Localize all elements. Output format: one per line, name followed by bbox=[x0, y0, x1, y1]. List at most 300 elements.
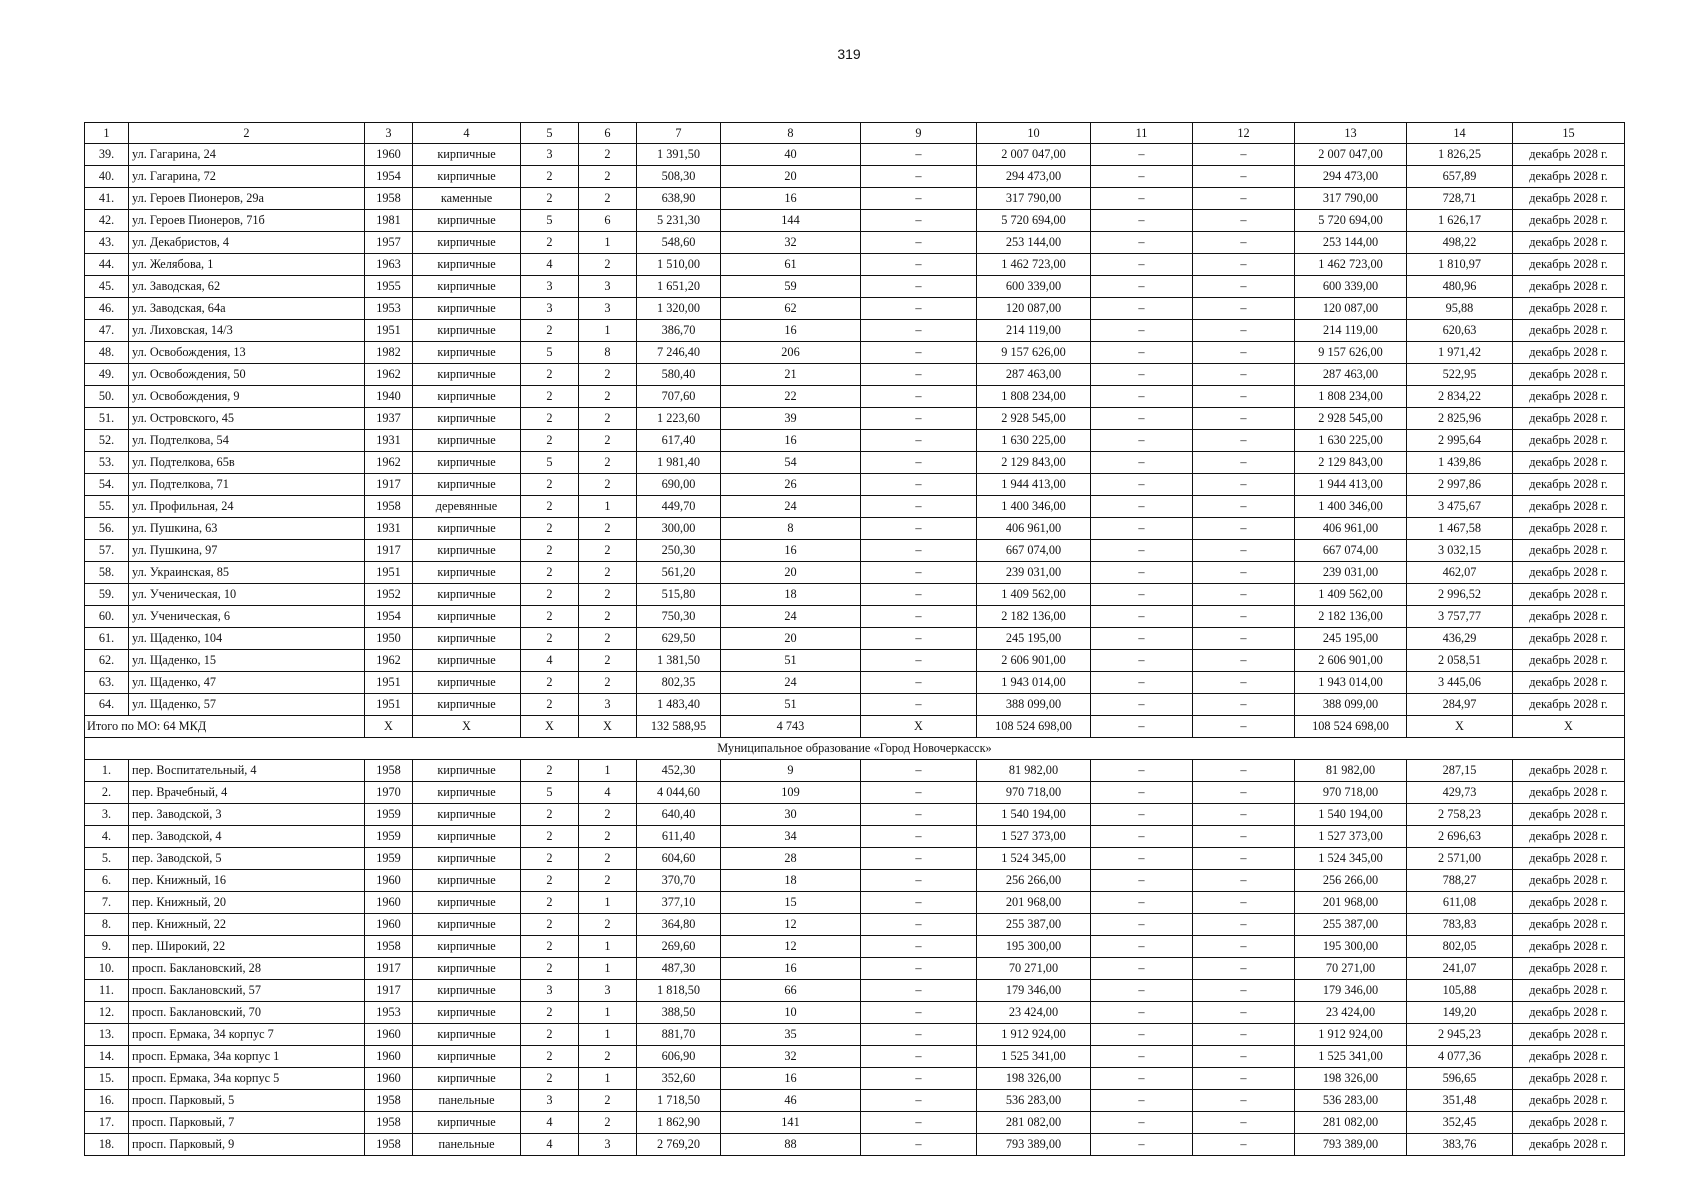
cell-col-7: 2 769,20 bbox=[637, 1134, 721, 1156]
cell-col-9: – bbox=[861, 804, 977, 826]
column-number: 8 bbox=[721, 123, 861, 144]
cell-col-3: 1960 bbox=[365, 1068, 413, 1090]
cell-col-1: 52. bbox=[85, 430, 129, 452]
cell-col-5: 2 bbox=[521, 320, 579, 342]
cell-col-15: декабрь 2028 г. bbox=[1513, 650, 1625, 672]
cell-col-10: 406 961,00 bbox=[977, 518, 1091, 540]
total-cell: 108 524 698,00 bbox=[977, 716, 1091, 738]
cell-col-8: 61 bbox=[721, 254, 861, 276]
table-row bbox=[85, 1024, 1625, 1046]
cell-col-1: 49. bbox=[85, 364, 129, 386]
table-row bbox=[85, 188, 1625, 210]
cell-col-5: 2 bbox=[521, 1024, 579, 1046]
cell-col-9: – bbox=[861, 892, 977, 914]
cell-col-13: 1 527 373,00 bbox=[1295, 826, 1407, 848]
cell-col-3: 1963 bbox=[365, 254, 413, 276]
cell-col-11: – bbox=[1091, 562, 1193, 584]
cell-col-12: – bbox=[1193, 782, 1295, 804]
cell-col-1: 63. bbox=[85, 672, 129, 694]
cell-col-15: декабрь 2028 г. bbox=[1513, 562, 1625, 584]
cell-col-13: 2 182 136,00 bbox=[1295, 606, 1407, 628]
cell-col-5: 3 bbox=[521, 298, 579, 320]
cell-col-9: – bbox=[861, 606, 977, 628]
column-number: 12 bbox=[1193, 123, 1295, 144]
cell-col-15: декабрь 2028 г. bbox=[1513, 936, 1625, 958]
cell-col-4: кирпичные bbox=[413, 760, 521, 782]
cell-col-4: кирпичные bbox=[413, 276, 521, 298]
cell-col-5: 2 bbox=[521, 760, 579, 782]
column-number: 3 bbox=[365, 123, 413, 144]
cell-col-14: 2 696,63 bbox=[1407, 826, 1513, 848]
cell-col-13: 214 119,00 bbox=[1295, 320, 1407, 342]
cell-col-10: 201 968,00 bbox=[977, 892, 1091, 914]
cell-col-2: просп. Парковый, 9 bbox=[129, 1134, 365, 1156]
total-cell: X bbox=[521, 716, 579, 738]
cell-col-11: – bbox=[1091, 144, 1193, 166]
cell-col-3: 1931 bbox=[365, 518, 413, 540]
cell-col-9: – bbox=[861, 430, 977, 452]
cell-col-3: 1959 bbox=[365, 848, 413, 870]
cell-col-7: 452,30 bbox=[637, 760, 721, 782]
cell-col-2: пер. Заводской, 4 bbox=[129, 826, 365, 848]
cell-col-1: 64. bbox=[85, 694, 129, 716]
total-cell: 108 524 698,00 bbox=[1295, 716, 1407, 738]
cell-col-15: декабрь 2028 г. bbox=[1513, 254, 1625, 276]
cell-col-7: 388,50 bbox=[637, 1002, 721, 1024]
cell-col-9: – bbox=[861, 650, 977, 672]
cell-col-5: 5 bbox=[521, 782, 579, 804]
cell-col-13: 1 808 234,00 bbox=[1295, 386, 1407, 408]
cell-col-6: 1 bbox=[579, 1068, 637, 1090]
cell-col-10: 1 808 234,00 bbox=[977, 386, 1091, 408]
table-row bbox=[85, 848, 1625, 870]
cell-col-12: – bbox=[1193, 694, 1295, 716]
cell-col-8: 54 bbox=[721, 452, 861, 474]
cell-col-14: 241,07 bbox=[1407, 958, 1513, 980]
cell-col-6: 2 bbox=[579, 1090, 637, 1112]
cell-col-1: 8. bbox=[85, 914, 129, 936]
cell-col-8: 24 bbox=[721, 606, 861, 628]
cell-col-12: – bbox=[1193, 914, 1295, 936]
cell-col-7: 580,40 bbox=[637, 364, 721, 386]
cell-col-12: – bbox=[1193, 210, 1295, 232]
cell-col-9: – bbox=[861, 782, 977, 804]
cell-col-13: 287 463,00 bbox=[1295, 364, 1407, 386]
cell-col-1: 9. bbox=[85, 936, 129, 958]
cell-col-5: 2 bbox=[521, 1068, 579, 1090]
cell-col-15: декабрь 2028 г. bbox=[1513, 782, 1625, 804]
cell-col-1: 18. bbox=[85, 1134, 129, 1156]
cell-col-9: – bbox=[861, 628, 977, 650]
cell-col-11: – bbox=[1091, 584, 1193, 606]
cell-col-13: 201 968,00 bbox=[1295, 892, 1407, 914]
cell-col-14: 352,45 bbox=[1407, 1112, 1513, 1134]
cell-col-1: 43. bbox=[85, 232, 129, 254]
cell-col-11: – bbox=[1091, 298, 1193, 320]
cell-col-1: 42. bbox=[85, 210, 129, 232]
cell-col-6: 1 bbox=[579, 892, 637, 914]
cell-col-10: 1 525 341,00 bbox=[977, 1046, 1091, 1068]
cell-col-15: декабрь 2028 г. bbox=[1513, 892, 1625, 914]
cell-col-8: 39 bbox=[721, 408, 861, 430]
cell-col-9: – bbox=[861, 320, 977, 342]
cell-col-7: 269,60 bbox=[637, 936, 721, 958]
cell-col-4: каменные bbox=[413, 188, 521, 210]
cell-col-9: – bbox=[861, 1068, 977, 1090]
cell-col-14: 1 439,86 bbox=[1407, 452, 1513, 474]
cell-col-13: 1 409 562,00 bbox=[1295, 584, 1407, 606]
cell-col-11: – bbox=[1091, 276, 1193, 298]
cell-col-11: – bbox=[1091, 452, 1193, 474]
cell-col-4: кирпичные bbox=[413, 826, 521, 848]
cell-col-4: кирпичные bbox=[413, 628, 521, 650]
cell-col-10: 2 928 545,00 bbox=[977, 408, 1091, 430]
cell-col-9: – bbox=[861, 1024, 977, 1046]
cell-col-8: 8 bbox=[721, 518, 861, 540]
cell-col-4: кирпичные bbox=[413, 980, 521, 1002]
cell-col-10: 245 195,00 bbox=[977, 628, 1091, 650]
cell-col-7: 1 483,40 bbox=[637, 694, 721, 716]
cell-col-6: 3 bbox=[579, 276, 637, 298]
cell-col-4: кирпичные bbox=[413, 562, 521, 584]
table-row bbox=[85, 320, 1625, 342]
cell-col-6: 2 bbox=[579, 870, 637, 892]
cell-col-15: декабрь 2028 г. bbox=[1513, 298, 1625, 320]
cell-col-6: 2 bbox=[579, 562, 637, 584]
cell-col-2: ул. Профильная, 24 bbox=[129, 496, 365, 518]
cell-col-15: декабрь 2028 г. bbox=[1513, 474, 1625, 496]
cell-col-4: кирпичные bbox=[413, 210, 521, 232]
cell-col-11: – bbox=[1091, 408, 1193, 430]
cell-col-3: 1951 bbox=[365, 562, 413, 584]
cell-col-5: 2 bbox=[521, 188, 579, 210]
cell-col-2: ул. Гагарина, 24 bbox=[129, 144, 365, 166]
cell-col-5: 2 bbox=[521, 474, 579, 496]
column-number-row bbox=[85, 123, 1625, 144]
cell-col-3: 1959 bbox=[365, 804, 413, 826]
total-cell: 4 743 bbox=[721, 716, 861, 738]
cell-col-14: 2 945,23 bbox=[1407, 1024, 1513, 1046]
cell-col-3: 1951 bbox=[365, 320, 413, 342]
cell-col-9: – bbox=[861, 562, 977, 584]
cell-col-2: ул. Островского, 45 bbox=[129, 408, 365, 430]
cell-col-6: 1 bbox=[579, 1002, 637, 1024]
cell-col-15: декабрь 2028 г. bbox=[1513, 452, 1625, 474]
cell-col-4: кирпичные bbox=[413, 848, 521, 870]
cell-col-6: 2 bbox=[579, 848, 637, 870]
cell-col-9: – bbox=[861, 1112, 977, 1134]
cell-col-6: 2 bbox=[579, 518, 637, 540]
cell-col-12: – bbox=[1193, 298, 1295, 320]
cell-col-1: 58. bbox=[85, 562, 129, 584]
cell-col-4: кирпичные bbox=[413, 518, 521, 540]
cell-col-2: ул. Пушкина, 63 bbox=[129, 518, 365, 540]
cell-col-6: 2 bbox=[579, 364, 637, 386]
cell-col-7: 750,30 bbox=[637, 606, 721, 628]
cell-col-1: 15. bbox=[85, 1068, 129, 1090]
cell-col-14: 2 997,86 bbox=[1407, 474, 1513, 496]
cell-col-5: 2 bbox=[521, 628, 579, 650]
cell-col-6: 2 bbox=[579, 1046, 637, 1068]
total-label: Итого по МО: 64 МКД bbox=[85, 716, 365, 738]
cell-col-13: 120 087,00 bbox=[1295, 298, 1407, 320]
cell-col-4: кирпичные bbox=[413, 474, 521, 496]
cell-col-9: – bbox=[861, 276, 977, 298]
table-row bbox=[85, 232, 1625, 254]
column-number: 5 bbox=[521, 123, 579, 144]
cell-col-3: 1958 bbox=[365, 936, 413, 958]
cell-col-7: 386,70 bbox=[637, 320, 721, 342]
cell-col-13: 195 300,00 bbox=[1295, 936, 1407, 958]
cell-col-11: – bbox=[1091, 364, 1193, 386]
cell-col-13: 536 283,00 bbox=[1295, 1090, 1407, 1112]
cell-col-14: 2 571,00 bbox=[1407, 848, 1513, 870]
cell-col-5: 2 bbox=[521, 540, 579, 562]
table-row bbox=[85, 672, 1625, 694]
cell-col-15: декабрь 2028 г. bbox=[1513, 848, 1625, 870]
table-row bbox=[85, 452, 1625, 474]
cell-col-9: – bbox=[861, 364, 977, 386]
cell-col-8: 22 bbox=[721, 386, 861, 408]
cell-col-14: 436,29 bbox=[1407, 628, 1513, 650]
cell-col-10: 1 912 924,00 bbox=[977, 1024, 1091, 1046]
cell-col-3: 1959 bbox=[365, 826, 413, 848]
table-row bbox=[85, 276, 1625, 298]
cell-col-4: кирпичные bbox=[413, 694, 521, 716]
table-row bbox=[85, 474, 1625, 496]
cell-col-15: декабрь 2028 г. bbox=[1513, 628, 1625, 650]
cell-col-14: 462,07 bbox=[1407, 562, 1513, 584]
cell-col-2: ул. Украинская, 85 bbox=[129, 562, 365, 584]
cell-col-5: 2 bbox=[521, 892, 579, 914]
cell-col-13: 5 720 694,00 bbox=[1295, 210, 1407, 232]
cell-col-5: 2 bbox=[521, 166, 579, 188]
cell-col-12: – bbox=[1193, 1090, 1295, 1112]
cell-col-10: 1 630 225,00 bbox=[977, 430, 1091, 452]
cell-col-10: 281 082,00 bbox=[977, 1112, 1091, 1134]
cell-col-13: 1 912 924,00 bbox=[1295, 1024, 1407, 1046]
cell-col-1: 62. bbox=[85, 650, 129, 672]
table-row bbox=[85, 606, 1625, 628]
table-row bbox=[85, 628, 1625, 650]
cell-col-13: 256 266,00 bbox=[1295, 870, 1407, 892]
cell-col-2: ул. Подтелкова, 71 bbox=[129, 474, 365, 496]
column-number: 6 bbox=[579, 123, 637, 144]
cell-col-14: 611,08 bbox=[1407, 892, 1513, 914]
cell-col-15: декабрь 2028 г. bbox=[1513, 320, 1625, 342]
cell-col-7: 364,80 bbox=[637, 914, 721, 936]
cell-col-1: 14. bbox=[85, 1046, 129, 1068]
cell-col-11: – bbox=[1091, 320, 1193, 342]
cell-col-6: 2 bbox=[579, 430, 637, 452]
cell-col-5: 2 bbox=[521, 914, 579, 936]
cell-col-1: 60. bbox=[85, 606, 129, 628]
cell-col-4: кирпичные bbox=[413, 166, 521, 188]
cell-col-13: 2 928 545,00 bbox=[1295, 408, 1407, 430]
cell-col-10: 600 339,00 bbox=[977, 276, 1091, 298]
cell-col-14: 2 825,96 bbox=[1407, 408, 1513, 430]
cell-col-12: – bbox=[1193, 804, 1295, 826]
cell-col-11: – bbox=[1091, 342, 1193, 364]
cell-col-15: декабрь 2028 г. bbox=[1513, 496, 1625, 518]
cell-col-8: 59 bbox=[721, 276, 861, 298]
cell-col-7: 640,40 bbox=[637, 804, 721, 826]
cell-col-9: – bbox=[861, 760, 977, 782]
cell-col-8: 12 bbox=[721, 936, 861, 958]
cell-col-4: кирпичные bbox=[413, 364, 521, 386]
cell-col-5: 2 bbox=[521, 408, 579, 430]
cell-col-5: 2 bbox=[521, 936, 579, 958]
cell-col-15: декабрь 2028 г. bbox=[1513, 518, 1625, 540]
cell-col-1: 7. bbox=[85, 892, 129, 914]
cell-col-10: 2 007 047,00 bbox=[977, 144, 1091, 166]
cell-col-13: 253 144,00 bbox=[1295, 232, 1407, 254]
cell-col-9: – bbox=[861, 496, 977, 518]
cell-col-15: декабрь 2028 г. bbox=[1513, 584, 1625, 606]
cell-col-12: – bbox=[1193, 430, 1295, 452]
table-row bbox=[85, 782, 1625, 804]
cell-col-2: просп. Ермака, 34а корпус 1 bbox=[129, 1046, 365, 1068]
cell-col-12: – bbox=[1193, 276, 1295, 298]
cell-col-8: 16 bbox=[721, 1068, 861, 1090]
cell-col-7: 707,60 bbox=[637, 386, 721, 408]
cell-col-14: 498,22 bbox=[1407, 232, 1513, 254]
cell-col-9: – bbox=[861, 914, 977, 936]
table-row bbox=[85, 342, 1625, 364]
cell-col-6: 2 bbox=[579, 672, 637, 694]
cell-col-9: – bbox=[861, 540, 977, 562]
cell-col-15: декабрь 2028 г. bbox=[1513, 672, 1625, 694]
table-row bbox=[85, 408, 1625, 430]
cell-col-2: просп. Баклановский, 57 bbox=[129, 980, 365, 1002]
cell-col-11: – bbox=[1091, 826, 1193, 848]
cell-col-6: 2 bbox=[579, 452, 637, 474]
cell-col-9: – bbox=[861, 848, 977, 870]
cell-col-15: декабрь 2028 г. bbox=[1513, 914, 1625, 936]
cell-col-7: 515,80 bbox=[637, 584, 721, 606]
cell-col-13: 1 400 346,00 bbox=[1295, 496, 1407, 518]
cell-col-14: 3 475,67 bbox=[1407, 496, 1513, 518]
cell-col-6: 3 bbox=[579, 298, 637, 320]
cell-col-4: кирпичные bbox=[413, 1024, 521, 1046]
cell-col-10: 179 346,00 bbox=[977, 980, 1091, 1002]
cell-col-11: – bbox=[1091, 672, 1193, 694]
cell-col-13: 317 790,00 bbox=[1295, 188, 1407, 210]
cell-col-11: – bbox=[1091, 1112, 1193, 1134]
cell-col-4: кирпичные bbox=[413, 386, 521, 408]
cell-col-14: 287,15 bbox=[1407, 760, 1513, 782]
cell-col-11: – bbox=[1091, 606, 1193, 628]
cell-col-6: 1 bbox=[579, 958, 637, 980]
cell-col-8: 21 bbox=[721, 364, 861, 386]
cell-col-9: – bbox=[861, 826, 977, 848]
cell-col-15: декабрь 2028 г. bbox=[1513, 804, 1625, 826]
cell-col-5: 2 bbox=[521, 430, 579, 452]
cell-col-11: – bbox=[1091, 980, 1193, 1002]
cell-col-13: 2 129 843,00 bbox=[1295, 452, 1407, 474]
cell-col-8: 66 bbox=[721, 980, 861, 1002]
cell-col-13: 2 007 047,00 bbox=[1295, 144, 1407, 166]
cell-col-4: кирпичные bbox=[413, 584, 521, 606]
table-row bbox=[85, 804, 1625, 826]
cell-col-8: 20 bbox=[721, 562, 861, 584]
cell-col-1: 17. bbox=[85, 1112, 129, 1134]
cell-col-7: 606,90 bbox=[637, 1046, 721, 1068]
cell-col-7: 1 862,90 bbox=[637, 1112, 721, 1134]
cell-col-8: 28 bbox=[721, 848, 861, 870]
table-row bbox=[85, 892, 1625, 914]
cell-col-12: – bbox=[1193, 848, 1295, 870]
table-row bbox=[85, 826, 1625, 848]
cell-col-3: 1962 bbox=[365, 650, 413, 672]
housing-repair-table bbox=[84, 122, 1625, 1156]
cell-col-3: 1957 bbox=[365, 232, 413, 254]
cell-col-15: декабрь 2028 г. bbox=[1513, 1046, 1625, 1068]
cell-col-4: кирпичные bbox=[413, 936, 521, 958]
cell-col-3: 1917 bbox=[365, 540, 413, 562]
cell-col-7: 1 981,40 bbox=[637, 452, 721, 474]
cell-col-1: 41. bbox=[85, 188, 129, 210]
cell-col-6: 2 bbox=[579, 914, 637, 936]
cell-col-11: – bbox=[1091, 848, 1193, 870]
cell-col-11: – bbox=[1091, 1068, 1193, 1090]
cell-col-10: 1 409 562,00 bbox=[977, 584, 1091, 606]
cell-col-12: – bbox=[1193, 606, 1295, 628]
cell-col-4: кирпичные bbox=[413, 540, 521, 562]
cell-col-12: – bbox=[1193, 232, 1295, 254]
cell-col-1: 11. bbox=[85, 980, 129, 1002]
cell-col-8: 10 bbox=[721, 1002, 861, 1024]
cell-col-2: ул. Ученическая, 6 bbox=[129, 606, 365, 628]
cell-col-11: – bbox=[1091, 166, 1193, 188]
cell-col-14: 2 995,64 bbox=[1407, 430, 1513, 452]
cell-col-9: – bbox=[861, 298, 977, 320]
cell-col-6: 6 bbox=[579, 210, 637, 232]
cell-col-11: – bbox=[1091, 936, 1193, 958]
cell-col-11: – bbox=[1091, 474, 1193, 496]
cell-col-11: – bbox=[1091, 1134, 1193, 1156]
cell-col-13: 179 346,00 bbox=[1295, 980, 1407, 1002]
cell-col-13: 1 462 723,00 bbox=[1295, 254, 1407, 276]
cell-col-14: 620,63 bbox=[1407, 320, 1513, 342]
cell-col-3: 1931 bbox=[365, 430, 413, 452]
cell-col-9: – bbox=[861, 386, 977, 408]
cell-col-14: 1 826,25 bbox=[1407, 144, 1513, 166]
cell-col-14: 728,71 bbox=[1407, 188, 1513, 210]
cell-col-14: 788,27 bbox=[1407, 870, 1513, 892]
cell-col-11: – bbox=[1091, 694, 1193, 716]
cell-col-14: 105,88 bbox=[1407, 980, 1513, 1002]
cell-col-8: 12 bbox=[721, 914, 861, 936]
cell-col-3: 1958 bbox=[365, 496, 413, 518]
cell-col-1: 59. bbox=[85, 584, 129, 606]
cell-col-2: ул. Желябова, 1 bbox=[129, 254, 365, 276]
cell-col-4: панельные bbox=[413, 1090, 521, 1112]
cell-col-6: 3 bbox=[579, 694, 637, 716]
page-number: 319 bbox=[837, 46, 861, 62]
cell-col-12: – bbox=[1193, 650, 1295, 672]
cell-col-14: 657,89 bbox=[1407, 166, 1513, 188]
cell-col-1: 56. bbox=[85, 518, 129, 540]
cell-col-13: 970 718,00 bbox=[1295, 782, 1407, 804]
cell-col-15: декабрь 2028 г. bbox=[1513, 760, 1625, 782]
cell-col-2: ул. Героев Пионеров, 71б bbox=[129, 210, 365, 232]
cell-col-10: 81 982,00 bbox=[977, 760, 1091, 782]
cell-col-3: 1917 bbox=[365, 958, 413, 980]
cell-col-2: просп. Парковый, 5 bbox=[129, 1090, 365, 1112]
cell-col-15: декабрь 2028 г. bbox=[1513, 386, 1625, 408]
cell-col-1: 39. bbox=[85, 144, 129, 166]
